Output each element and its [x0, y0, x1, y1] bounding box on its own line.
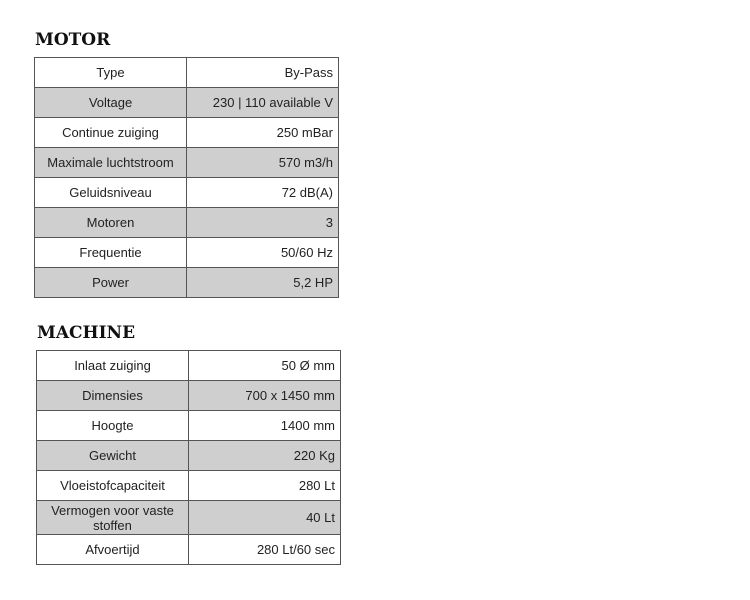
table-row: [35, 88, 339, 118]
spec-label: Continue zuiging: [35, 118, 187, 148]
spec-label: Inlaat zuiging: [37, 351, 189, 381]
table-row: [35, 58, 339, 88]
spec-value: 280 Lt: [189, 471, 341, 501]
table-row: [37, 501, 341, 535]
spec-label: Power: [35, 268, 187, 298]
spec-label: Frequentie: [35, 238, 187, 268]
spec-value: 230 | 110 available V: [187, 88, 339, 118]
table-row: [37, 351, 341, 381]
spec-label: Geluidsniveau: [35, 178, 187, 208]
spec-value: 72 dB(A): [187, 178, 339, 208]
spec-value: 700 x 1450 mm: [189, 381, 341, 411]
table-row: [35, 118, 339, 148]
motor-spec-table: [34, 57, 339, 298]
spec-value: 1400 mm: [189, 411, 341, 441]
spec-value: 5,2 HP: [187, 268, 339, 298]
spec-value: 280 Lt/60 sec: [189, 535, 341, 565]
spec-label: Maximale luchtstroom: [35, 148, 187, 178]
table-row: [35, 208, 339, 238]
spec-value: 50 Ø mm: [189, 351, 341, 381]
spec-value: 220 Kg: [189, 441, 341, 471]
table-row: [35, 178, 339, 208]
spec-label: Afvoertijd: [37, 535, 189, 565]
table-row: [37, 441, 341, 471]
spec-label: Vloeistofcapaciteit: [37, 471, 189, 501]
table-row: [35, 148, 339, 178]
spec-label: Motoren: [35, 208, 187, 238]
table-row: [35, 238, 339, 268]
table-row: [37, 535, 341, 565]
motor-section-title: MOTOR: [35, 30, 111, 50]
spec-label: Type: [35, 58, 187, 88]
spec-label: Vermogen voor vaste stoffen: [37, 501, 189, 535]
spec-value: By-Pass: [187, 58, 339, 88]
spec-label: Hoogte: [37, 411, 189, 441]
table-row: [37, 381, 341, 411]
table-row: [37, 471, 341, 501]
table-row: [37, 411, 341, 441]
machine-spec-table: [36, 350, 341, 565]
spec-label: Voltage: [35, 88, 187, 118]
spec-value: 570 m3/h: [187, 148, 339, 178]
spec-value: 40 Lt: [189, 501, 341, 535]
machine-section-title: MACHINE: [37, 323, 136, 343]
spec-value: 3: [187, 208, 339, 238]
spec-label: Gewicht: [37, 441, 189, 471]
table-row: [35, 268, 339, 298]
spec-label: Dimensies: [37, 381, 189, 411]
spec-value: 50/60 Hz: [187, 238, 339, 268]
spec-value: 250 mBar: [187, 118, 339, 148]
